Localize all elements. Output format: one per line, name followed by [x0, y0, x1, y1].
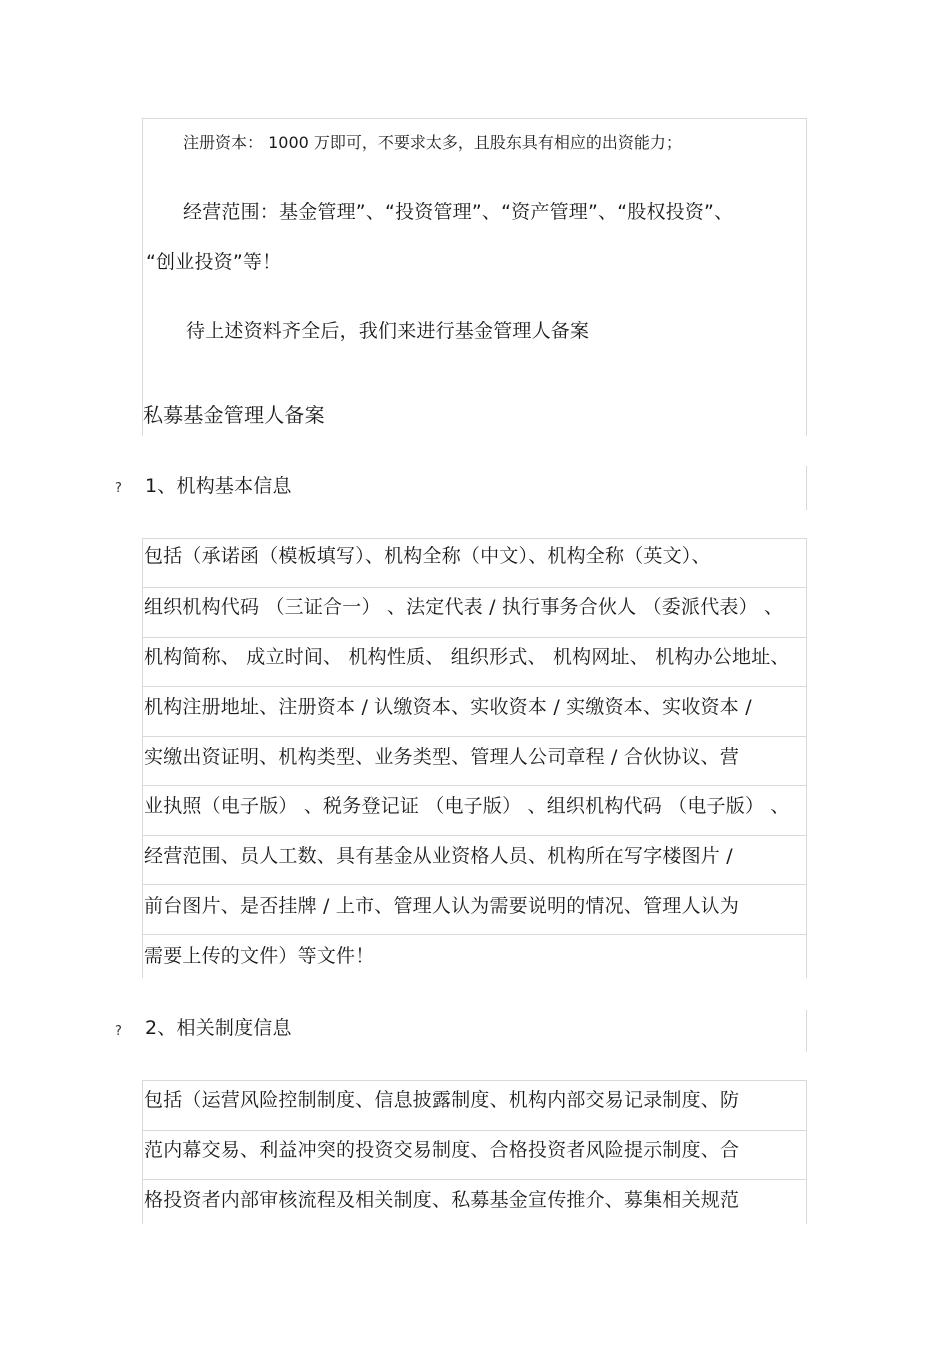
table-row-line: [142, 1179, 806, 1180]
table-row-line: [142, 785, 806, 786]
table-border-left: [142, 538, 143, 978]
table-row-line: [142, 587, 806, 588]
table-border-left: [142, 118, 143, 436]
item-2-line: 包括（运营风险控制制度、信息披露制度、机构内部交易记录制度、防: [144, 1089, 740, 1111]
item-1-title: 1、机构基本信息: [145, 475, 292, 497]
item-2-line: 范内幕交易、利益冲突的投资交易制度、合格投资者风险提示制度、合: [144, 1139, 740, 1161]
table-row-line: [142, 736, 806, 737]
table-row-line: [142, 934, 806, 935]
table-border-top: [142, 118, 806, 119]
table-row-line: [142, 538, 806, 539]
table-border-right: [806, 538, 807, 978]
item-1-line: 包括（承诺函（模板填写）、机构全称（中文）、机构全称（英文）、: [144, 545, 711, 567]
table-border-right: [806, 1080, 807, 1224]
bullet-mark: ?: [115, 1024, 122, 1039]
item-2-title: 2、相关制度信息: [145, 1017, 292, 1039]
table-row-line: [142, 686, 806, 687]
registered-capital-text: 注册资本： 1000 万即可，不要求太多，且股东具有相应的出资能力；: [183, 133, 682, 152]
table-row-line: [142, 637, 806, 638]
item-1-line: 业执照（电子版） 、税务登记证 （电子版） 、组织机构代码 （电子版） 、: [144, 795, 790, 817]
table-border-right: [806, 118, 807, 436]
table-border-right: [806, 1010, 807, 1052]
item-1-line: 机构简称、 成立时间、 机构性质、 组织形式、 机构网址、 机构办公地址、: [144, 646, 790, 668]
wait-text: 待上述资料齐全后，我们来进行基金管理人备案: [186, 320, 590, 342]
table-row-line: [142, 884, 806, 885]
item-2-line: 格投资者内部审核流程及相关制度、私募基金宣传推介、募集相关规范: [144, 1189, 740, 1211]
bullet-mark: ?: [115, 481, 122, 496]
table-row-line: [142, 1080, 806, 1081]
item-1-line: 前台图片、是否挂牌 / 上市、管理人认为需要说明的情况、管理人认为: [144, 895, 740, 917]
business-scope-line-1: 经营范围：基金管理”、“投资管理”、“资产管理”、“股权投资”、: [183, 201, 734, 223]
table-row-line: [142, 835, 806, 836]
item-1-line: 组织机构代码 （三证合一） 、法定代表 / 执行事务合伙人 （委派代表） 、: [144, 596, 784, 618]
item-1-line: 实缴出资证明、机构类型、业务类型、管理人公司章程 / 合伙协议、营: [144, 746, 740, 768]
table-border-left: [142, 1080, 143, 1224]
table-border-right: [806, 466, 807, 510]
section-title: 私募基金管理人备案: [143, 403, 325, 427]
item-1-line: 经营范围、员人工数、具有基金从业资格人员、机构所在写字楼图片 /: [144, 845, 733, 867]
business-scope-line-2: “创业投资”等！: [146, 251, 282, 273]
table-row-line: [142, 1130, 806, 1131]
item-1-line: 需要上传的文件）等文件！: [144, 945, 375, 967]
item-1-line: 机构注册地址、注册资本 / 认缴资本、实收资本 / 实缴资本、实收资本 /: [144, 696, 752, 718]
